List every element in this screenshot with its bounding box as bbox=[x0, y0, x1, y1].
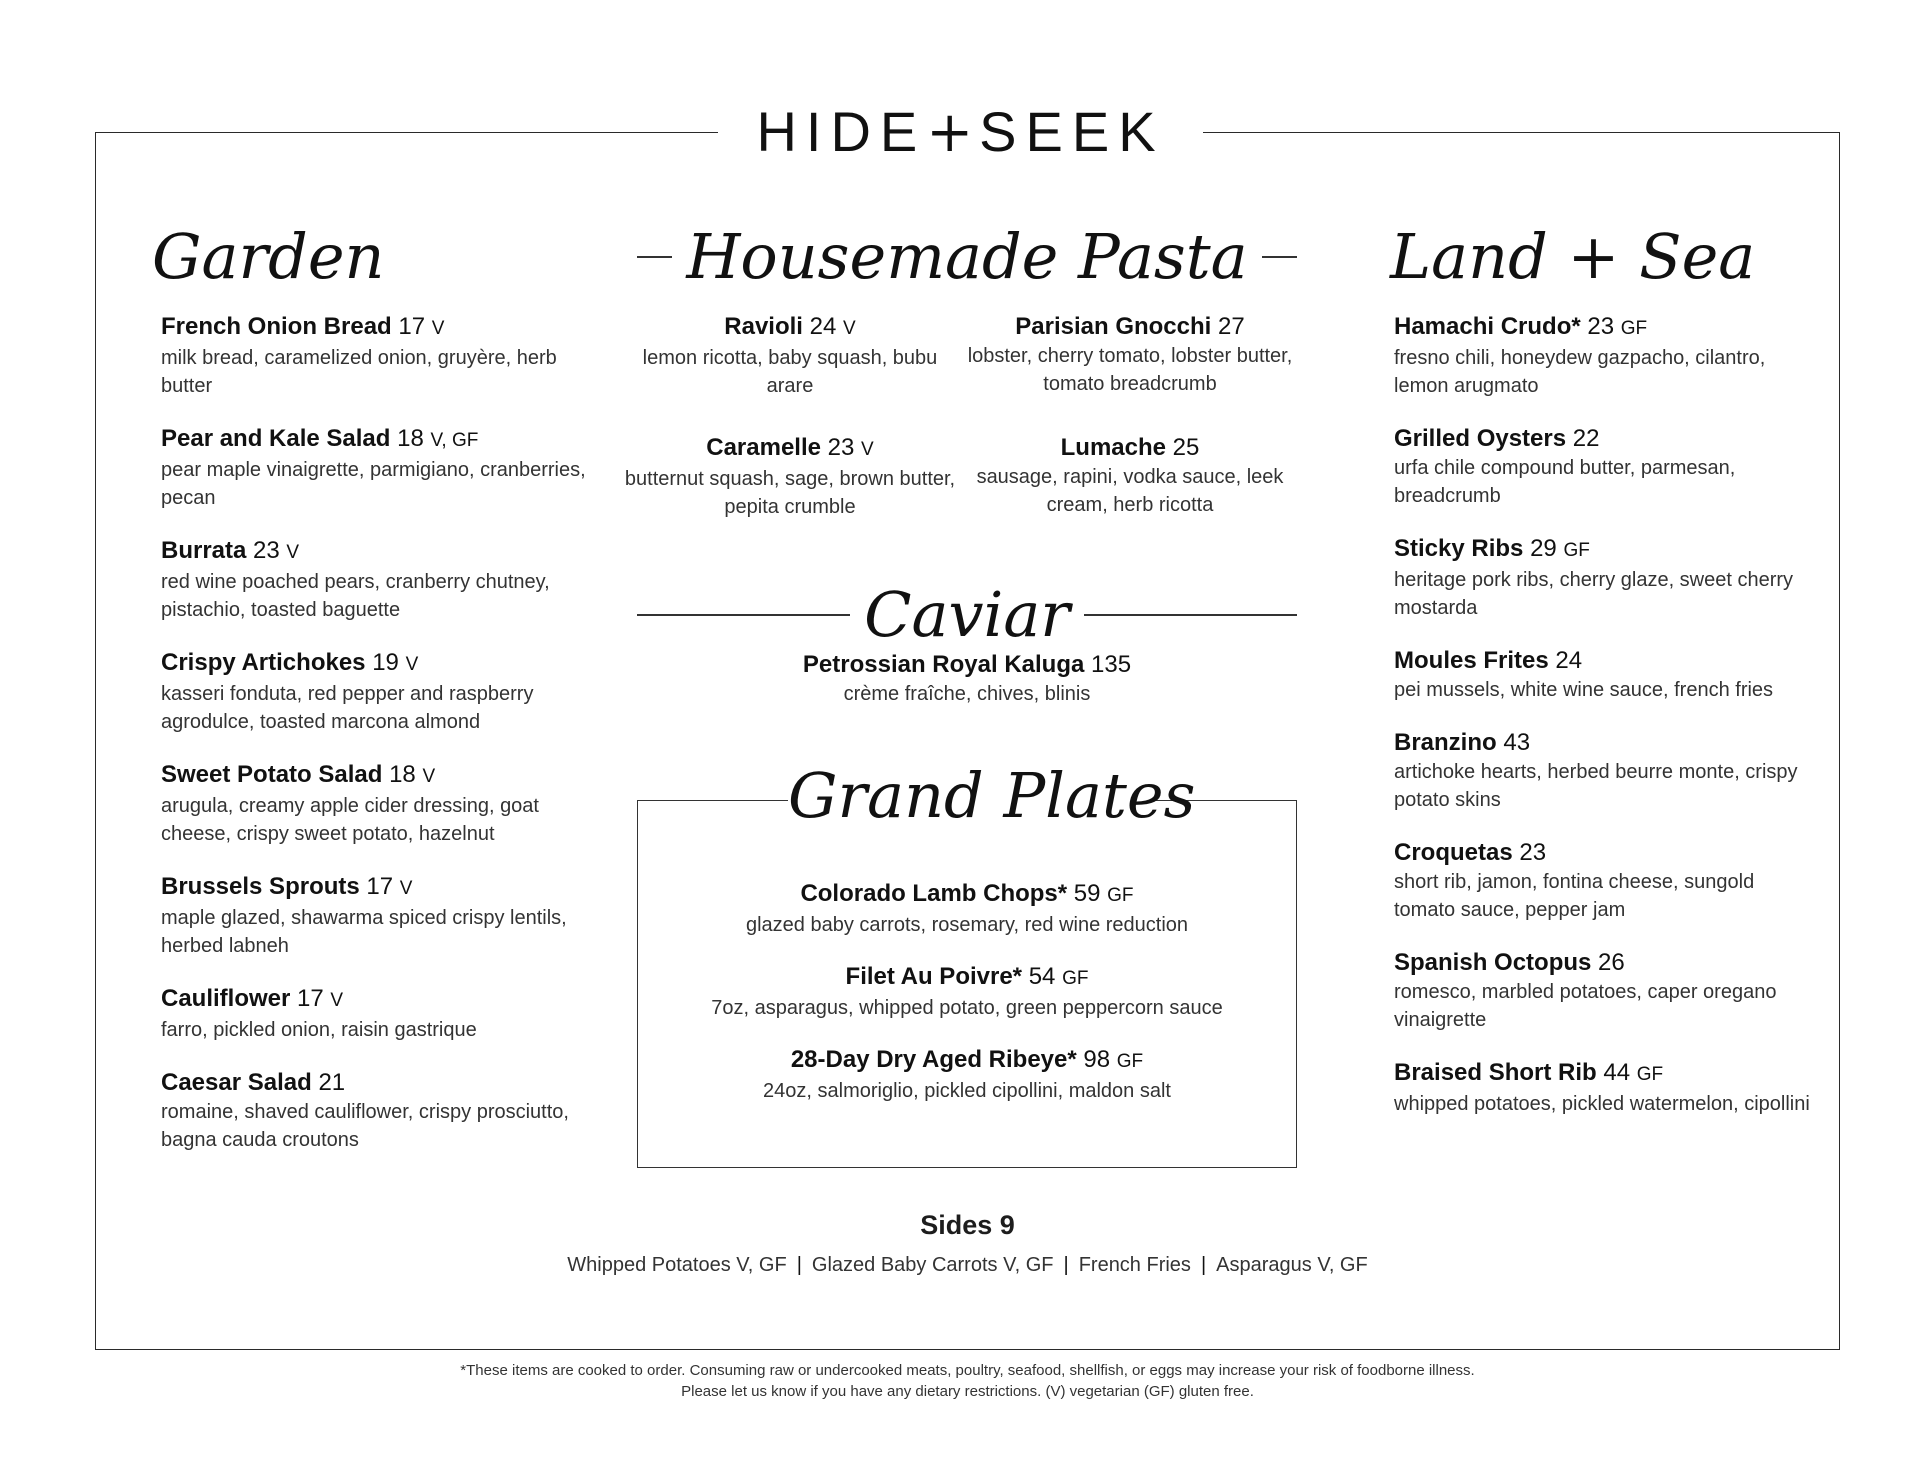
item-name: Pear and Kale Salad bbox=[161, 425, 391, 452]
item-name: Sticky Ribs bbox=[1394, 535, 1524, 562]
menu-item-title bbox=[1394, 646, 1814, 676]
separator: | bbox=[1200, 1254, 1207, 1276]
item-name: Braised Short Rib bbox=[1394, 1059, 1597, 1086]
menu-item-title bbox=[960, 433, 1300, 463]
item-description: artichoke hearts, herbed beurre monte, crispy potato skins bbox=[1394, 761, 1798, 811]
item-name: Cauliflower bbox=[161, 985, 291, 1012]
heading-caviar-row bbox=[637, 580, 1297, 650]
item-price: 23 bbox=[827, 434, 855, 461]
menu-item bbox=[638, 879, 1296, 939]
sides-title: Sides 9 bbox=[920, 1210, 1015, 1240]
item-price: 19 bbox=[372, 649, 399, 676]
menu-item bbox=[1394, 646, 1814, 704]
separator: | bbox=[796, 1254, 802, 1276]
item-description: arugula, creamy apple cider dressing, goat cheese, crispy sweet potato, hazelnut bbox=[161, 795, 539, 845]
item-description: kasseri fonduta, red pepper and raspberry agrodulce, toasted marcona almond bbox=[161, 683, 534, 733]
side-item: Asparagus V, GF bbox=[1216, 1254, 1368, 1276]
item-price: 22 bbox=[1572, 425, 1600, 452]
dietary-tag: V, GF bbox=[430, 430, 479, 451]
menu-item bbox=[161, 760, 601, 848]
dietary-tag: GF bbox=[1620, 318, 1648, 339]
menu-item-title bbox=[1394, 1058, 1814, 1090]
sides-list bbox=[95, 1254, 1840, 1277]
item-description: maple glazed, shawarma spiced crispy lentils, herbed labneh bbox=[161, 907, 567, 957]
dietary-tag: GF bbox=[1062, 968, 1089, 989]
dietary-tag: V bbox=[330, 990, 344, 1011]
item-name: 28-Day Dry Aged Ribeye* bbox=[790, 1046, 1077, 1073]
menu-item bbox=[1394, 312, 1814, 400]
garden-section bbox=[161, 312, 601, 1178]
item-name: Branzino bbox=[1394, 729, 1497, 756]
menu-item-title bbox=[1394, 728, 1814, 758]
item-name: Crispy Artichokes bbox=[161, 649, 366, 676]
item-description: farro, pickled onion, raisin gastrique bbox=[161, 1019, 477, 1041]
item-description: milk bread, caramelized onion, gruyère, herb butter bbox=[161, 347, 557, 397]
divider-line bbox=[637, 256, 672, 258]
item-price: 17 bbox=[398, 313, 426, 340]
item-name: Spanish Octopus bbox=[1394, 949, 1592, 976]
menu-item-title bbox=[638, 962, 1296, 994]
item-description: urfa chile compound butter, parmesan, breadcrumb bbox=[1394, 457, 1736, 507]
menu-item bbox=[960, 312, 1300, 400]
item-name: Caesar Salad bbox=[161, 1069, 312, 1096]
dietary-tag: GF bbox=[1636, 1064, 1664, 1085]
menu-item-title bbox=[1394, 312, 1814, 344]
item-price: 27 bbox=[1218, 313, 1245, 340]
side-item: Glazed Baby Carrots V, GF bbox=[811, 1254, 1054, 1276]
menu-item bbox=[1394, 728, 1814, 814]
menu-item bbox=[161, 536, 601, 624]
item-description: lobster, cherry tomato, lobster butter, tomato breadcrumb bbox=[967, 345, 1293, 395]
dietary-tag: V bbox=[422, 766, 436, 787]
dietary-tag: GF bbox=[1107, 885, 1134, 906]
menu-item-title bbox=[161, 1068, 601, 1098]
menu-item bbox=[960, 433, 1300, 521]
grand-plates-section bbox=[638, 879, 1296, 1128]
menu-item bbox=[161, 1068, 601, 1154]
item-name: Colorado Lamb Chops* bbox=[800, 880, 1068, 907]
menu-item-title bbox=[161, 424, 601, 456]
item-price: 21 bbox=[318, 1069, 346, 1096]
side-item: Whipped Potatoes V, GF bbox=[567, 1254, 787, 1276]
brand-right: SEEK bbox=[979, 100, 1165, 163]
brand-left: HIDE bbox=[756, 100, 927, 163]
dietary-tag: V bbox=[861, 439, 874, 460]
menu-item bbox=[1394, 838, 1814, 924]
item-description: red wine poached pears, cranberry chutney, pistachio, toasted baguette bbox=[161, 571, 550, 621]
item-price: 59 bbox=[1073, 880, 1101, 907]
item-price: 23 bbox=[253, 537, 280, 564]
dietary-tag: GF bbox=[1116, 1051, 1144, 1072]
menu-item-title bbox=[960, 312, 1300, 342]
side-item: French Fries bbox=[1078, 1254, 1191, 1276]
menu-item-title bbox=[1394, 838, 1814, 868]
menu-item bbox=[1394, 424, 1814, 510]
item-name: Caramelle bbox=[706, 434, 821, 461]
item-price: 18 bbox=[389, 761, 416, 788]
grand-plates-box bbox=[637, 759, 1297, 1168]
item-price: 44 bbox=[1603, 1059, 1631, 1086]
menu-item-title bbox=[1394, 948, 1814, 978]
menu-item-title bbox=[638, 879, 1296, 911]
item-name: Burrata bbox=[161, 537, 247, 564]
menu-item bbox=[161, 648, 601, 736]
dietary-tag: V bbox=[399, 878, 413, 899]
item-description: lemon ricotta, baby squash, bubu arare bbox=[642, 347, 938, 397]
brand-plus: + bbox=[926, 100, 980, 165]
divider-line bbox=[637, 614, 850, 616]
land-sea-section bbox=[1394, 312, 1814, 1142]
separator: | bbox=[1063, 1254, 1069, 1276]
menu-item bbox=[620, 312, 960, 400]
item-name: French Onion Bread bbox=[161, 313, 392, 340]
item-description: fresno chili, honeydew gazpacho, cilantro, lemon arugmato bbox=[1394, 347, 1766, 397]
menu-item-title bbox=[161, 648, 601, 680]
item-description: pei mussels, white wine sauce, french fries bbox=[1394, 679, 1774, 701]
item-price: 17 bbox=[297, 985, 324, 1012]
menu-item bbox=[161, 984, 601, 1044]
item-description: sausage, rapini, vodka sauce, leek cream, herb ricotta bbox=[976, 466, 1284, 516]
heading-land-sea: Land + Sea bbox=[1390, 220, 1756, 293]
item-description: 24oz, salmoriglio, pickled cipollini, maldon salt bbox=[763, 1080, 1171, 1102]
caviar-section bbox=[637, 650, 1297, 708]
item-name: Parisian Gnocchi bbox=[1015, 313, 1212, 340]
item-name: Ravioli bbox=[724, 313, 803, 340]
item-price: 24 bbox=[1555, 647, 1583, 674]
heading-garden: Garden bbox=[152, 220, 385, 293]
item-description: 7oz, asparagus, whipped potato, green peppercorn sauce bbox=[711, 997, 1223, 1019]
item-price: 98 bbox=[1083, 1046, 1111, 1073]
item-name: Hamachi Crudo* bbox=[1394, 313, 1581, 340]
item-price: 17 bbox=[366, 873, 394, 900]
menu-item bbox=[161, 872, 601, 960]
dietary-tag: V bbox=[405, 654, 419, 675]
item-description: romesco, marbled potatoes, caper oregano vinaigrette bbox=[1394, 981, 1777, 1031]
item-description: glazed baby carrots, rosemary, red wine reduction bbox=[745, 914, 1189, 936]
item-price: 18 bbox=[397, 425, 424, 452]
item-description: pear maple vinaigrette, parmigiano, cranberries, pecan bbox=[161, 459, 586, 509]
menu-item bbox=[638, 1045, 1296, 1105]
menu-item-title bbox=[1394, 424, 1814, 454]
menu-item bbox=[1394, 1058, 1814, 1118]
sides-section bbox=[95, 1208, 1840, 1277]
brand-logo bbox=[718, 96, 1203, 168]
item-price: 23 bbox=[1519, 839, 1547, 866]
menu-item-title bbox=[161, 872, 601, 904]
item-price: 24 bbox=[809, 313, 837, 340]
menu-item-title bbox=[161, 312, 601, 344]
item-name: Sweet Potato Salad bbox=[161, 761, 383, 788]
menu-item bbox=[620, 433, 960, 521]
menu-item-title bbox=[637, 650, 1297, 680]
menu-item bbox=[1394, 534, 1814, 622]
item-price: 43 bbox=[1503, 729, 1531, 756]
heading-pasta-row bbox=[637, 222, 1297, 292]
dietary-tag: V bbox=[843, 318, 856, 339]
menu-item bbox=[638, 962, 1296, 1022]
menu-item-title bbox=[1394, 534, 1814, 566]
pasta-section bbox=[620, 312, 1300, 521]
menu-item-title bbox=[620, 312, 960, 344]
divider-line bbox=[1262, 256, 1297, 258]
heading-pasta: Housemade Pasta bbox=[686, 220, 1248, 293]
item-name: Moules Frites bbox=[1394, 647, 1549, 674]
menu-item-title bbox=[161, 760, 601, 792]
footnote-line: *These items are cooked to order. Consuming raw or undercooked meats, poultry, seafood, shellfish, or eggs may increase your risk of foodborne illness. bbox=[460, 1362, 1475, 1379]
item-name: Filet Au Poivre* bbox=[845, 963, 1023, 990]
item-description: heritage pork ribs, cherry glaze, sweet cherry mostarda bbox=[1394, 569, 1794, 619]
item-price: 29 bbox=[1530, 535, 1557, 562]
dietary-tag: V bbox=[431, 318, 445, 339]
item-description: butternut squash, sage, brown butter, pepita crumble bbox=[624, 468, 956, 518]
dietary-tag: V bbox=[286, 542, 300, 563]
heading-grand-plates: Grand Plates bbox=[788, 759, 1196, 832]
menu-item bbox=[161, 424, 601, 512]
item-name: Croquetas bbox=[1394, 839, 1513, 866]
item-price: 135 bbox=[1091, 651, 1132, 678]
footnote-line: Please let us know if you have any dietary restrictions. (V) vegetarian (GF) gluten free. bbox=[681, 1383, 1254, 1400]
dietary-tag: GF bbox=[1563, 540, 1590, 561]
item-description: short rib, jamon, fontina cheese, sungold tomato sauce, pepper jam bbox=[1394, 871, 1755, 921]
item-name: Petrossian Royal Kaluga bbox=[802, 651, 1085, 678]
item-name: Lumache bbox=[1060, 434, 1166, 461]
item-name: Grilled Oysters bbox=[1394, 425, 1567, 452]
menu-item bbox=[161, 312, 601, 400]
item-description: crème fraîche, chives, blinis bbox=[843, 683, 1091, 705]
menu-item-title bbox=[161, 536, 601, 568]
divider-line bbox=[1084, 614, 1297, 616]
heading-caviar: Caviar bbox=[864, 578, 1070, 651]
item-description: whipped potatoes, pickled watermelon, cipollini bbox=[1394, 1093, 1810, 1115]
item-price: 26 bbox=[1598, 949, 1625, 976]
footnote bbox=[95, 1360, 1840, 1402]
menu-item-title bbox=[161, 984, 601, 1016]
item-description: romaine, shaved cauliflower, crispy prosciutto, bagna cauda croutons bbox=[161, 1101, 569, 1151]
item-price: 25 bbox=[1172, 434, 1200, 461]
item-price: 54 bbox=[1028, 963, 1056, 990]
item-name: Brussels Sprouts bbox=[161, 873, 360, 900]
menu-item-title bbox=[620, 433, 960, 465]
menu-item bbox=[1394, 948, 1814, 1034]
menu-item-title bbox=[638, 1045, 1296, 1077]
item-price: 23 bbox=[1587, 313, 1615, 340]
